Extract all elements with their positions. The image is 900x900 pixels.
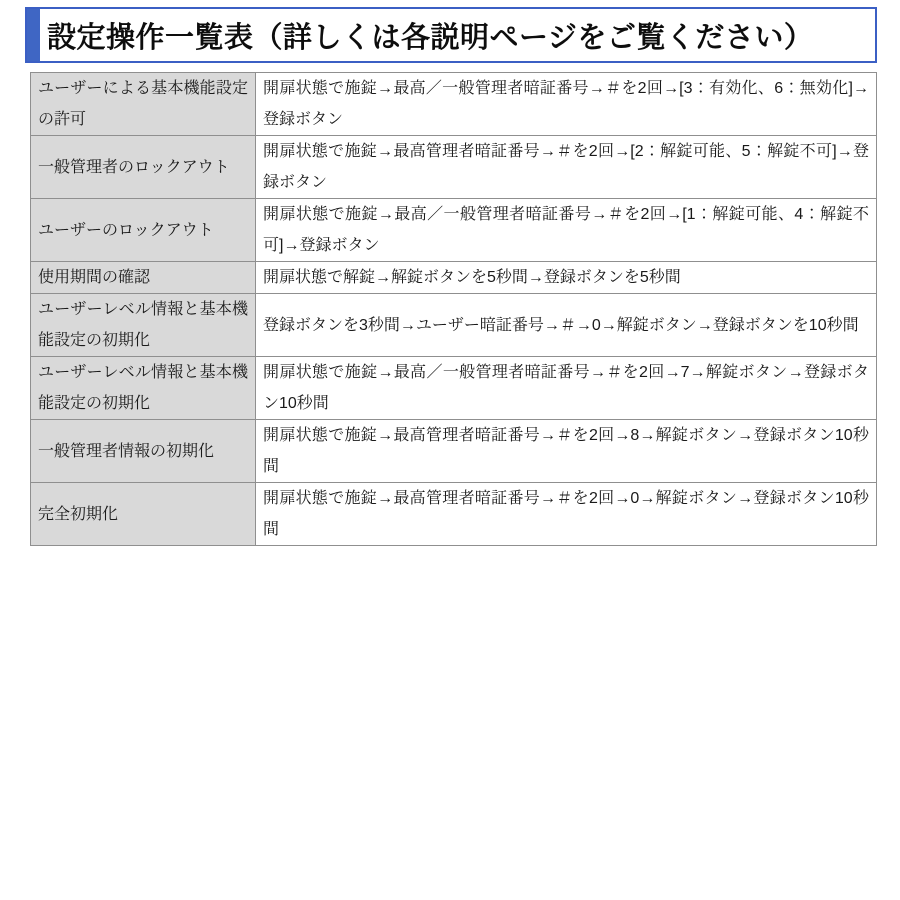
setting-name: ユーザーレベル情報と基本機能設定の初期化 [31,294,256,357]
table-row [31,199,877,262]
procedure-text: 開扉状態で解錠→解錠ボタンを5秒間→登録ボタンを5秒間 [263,269,681,286]
procedure-text: 開扉状態で施錠→最高管理者暗証番号→＃を2回→0→解錠ボタン→登録ボタン10秒間 [263,490,869,538]
table-row [31,294,877,357]
table-row [31,420,877,483]
title-accent-bar [27,9,40,61]
table-row [31,136,877,199]
table-row [31,483,877,546]
table-row [31,73,877,136]
setting-name: 使用期間の確認 [31,262,256,294]
procedure-text: 登録ボタンを3秒間→ユーザー暗証番号→＃→0→解錠ボタン→登録ボタンを10秒間 [263,316,859,334]
table-row [31,262,877,294]
setting-name: ユーザーのロックアウト [31,199,256,262]
title-banner [25,7,877,63]
procedure-text: 開扉状態で施錠→最高管理者暗証番号→＃を2回→8→解錠ボタン→登録ボタン10秒間 [263,427,869,475]
procedure-text: 開扉状態で施錠→最高／一般管理者暗証番号→＃を2回→7→解錠ボタン→登録ボタン10秒間 [263,364,869,412]
table-row [31,357,877,420]
setting-name: 一般管理者のロックアウト [31,136,256,199]
settings-table [30,72,877,546]
setting-name: 一般管理者情報の初期化 [31,420,256,483]
page-title: 設定操作一覧表（詳しくは各説明ページをご覧ください） [47,21,814,54]
procedure-text: 開扉状態で施錠→最高／一般管理者暗証番号→＃を2回→[1：解錠可能、4：解錠不可]→登録ボタン [263,206,869,254]
procedure-text: 開扉状態で施錠→最高管理者暗証番号→＃を2回→[2：解錠可能、5：解錠不可]→登録ボタン [263,143,869,191]
settings-table-body [31,73,877,546]
setting-name: ユーザーレベル情報と基本機能設定の初期化 [31,357,256,420]
setting-name: ユーザーによる基本機能設定の許可 [31,73,256,136]
procedure-text: 開扉状態で施錠→最高／一般管理者暗証番号→＃を2回→[3：有効化、6：無効化]→登録ボタン [263,80,869,128]
setting-name: 完全初期化 [31,483,256,546]
